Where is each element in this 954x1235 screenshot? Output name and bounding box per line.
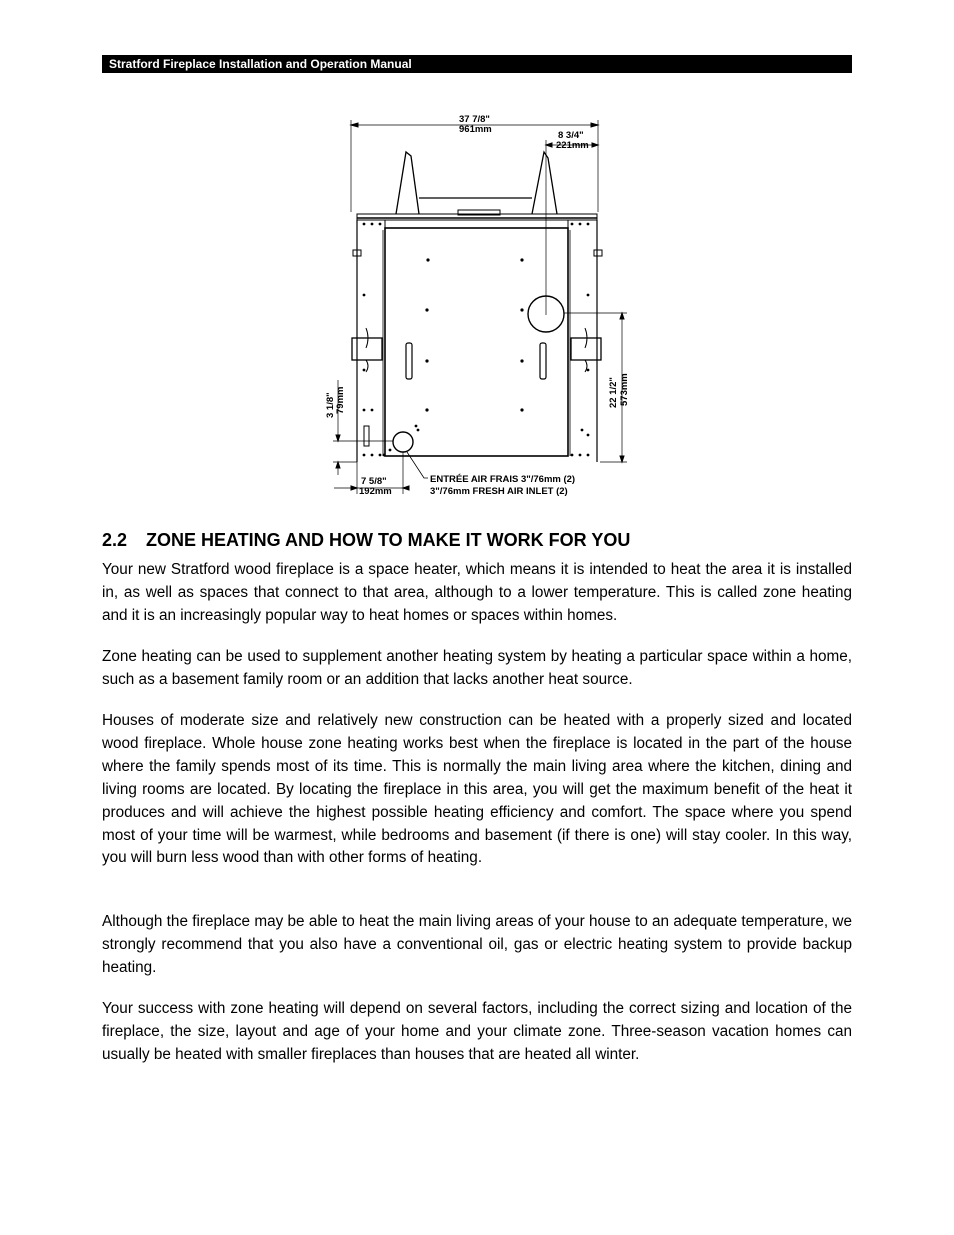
header-title: Stratford Fireplace Installation and Operation Manual — [109, 57, 412, 71]
dim-right-height-mm: 573mm — [619, 373, 630, 406]
dim-left-height-in: 3 1/8" — [325, 392, 336, 418]
dim-total-width-in: 37 7/8" — [459, 114, 490, 125]
paragraph-zone-heating-intro: Your new Stratford wood fireplace is a space heater, which means it is intended to heat the area it is installed in, as well as spaces that connect to that area, although to a lower temperature. This is called zone heating and it is an increasingly popular way to heat homes or spaces within homes. — [102, 561, 852, 624]
paragraph-supplement: Zone heating can be used to supplement another heating system by heating a particular space within a home, such as a basement family room or an addition that lacks another heat source. — [102, 648, 852, 688]
section-heading — [102, 529, 852, 551]
dim-total-width-mm: 961mm — [459, 124, 492, 135]
paragraph-success-factors: Your success with zone heating will depend on several factors, including the correct sizing and location of the fireplace, the size, layout and age of your home and your climate zone. Three-season vacation homes can usually be heated with smaller fireplaces than houses that are heated all winter. — [102, 1000, 852, 1063]
dim-left-height-mm: 79mm — [335, 386, 346, 414]
fresh-air-label-fr: ENTRÉE AIR FRAIS 3"/76mm (2) — [430, 474, 576, 485]
paragraph-backup-heating: Although the fireplace may be able to heat the main living areas of your house to an adequate temperature, we strongly recommend that you also have a conventional oil, gas or electric heating system to provide backup heating. — [102, 913, 852, 976]
dim-right-offset-in: 8 3/4" — [558, 130, 584, 141]
paragraph-whole-house: Houses of moderate size and relatively new construction can be heated with a properly sized and located wood fireplace. Whole house zone heating works best when the fireplace is located in the part of the house where the family spends most of its time. This is normally the main living area where the kitchen, dining and living rooms are located. By locating the fireplace in this area, you will get the maximum benefit of the heat it produces and will achieve the highest possible heating efficiency and comfort. The space where you spend most of your time will be warmest, while bedrooms and basement (if there is one) will stay cooler. In this way, you will burn less wood than with other forms of heating. — [102, 712, 852, 867]
section-title: ZONE HEATING AND HOW TO MAKE IT WORK FOR YOU — [146, 530, 631, 550]
diagram-svg — [300, 100, 660, 510]
page-header — [102, 55, 852, 73]
dim-bottom-offset-in: 7 5/8" — [361, 476, 387, 487]
section-number: 2.2 — [102, 530, 128, 550]
dim-bottom-offset-mm: 192mm — [359, 486, 392, 497]
fresh-air-label-en: 3"/76mm FRESH AIR INLET (2) — [430, 486, 568, 497]
fireplace-dimension-diagram — [300, 100, 660, 510]
dim-right-height-in: 22 1/2" — [608, 377, 619, 408]
dim-right-offset-mm: 221mm — [556, 140, 589, 151]
